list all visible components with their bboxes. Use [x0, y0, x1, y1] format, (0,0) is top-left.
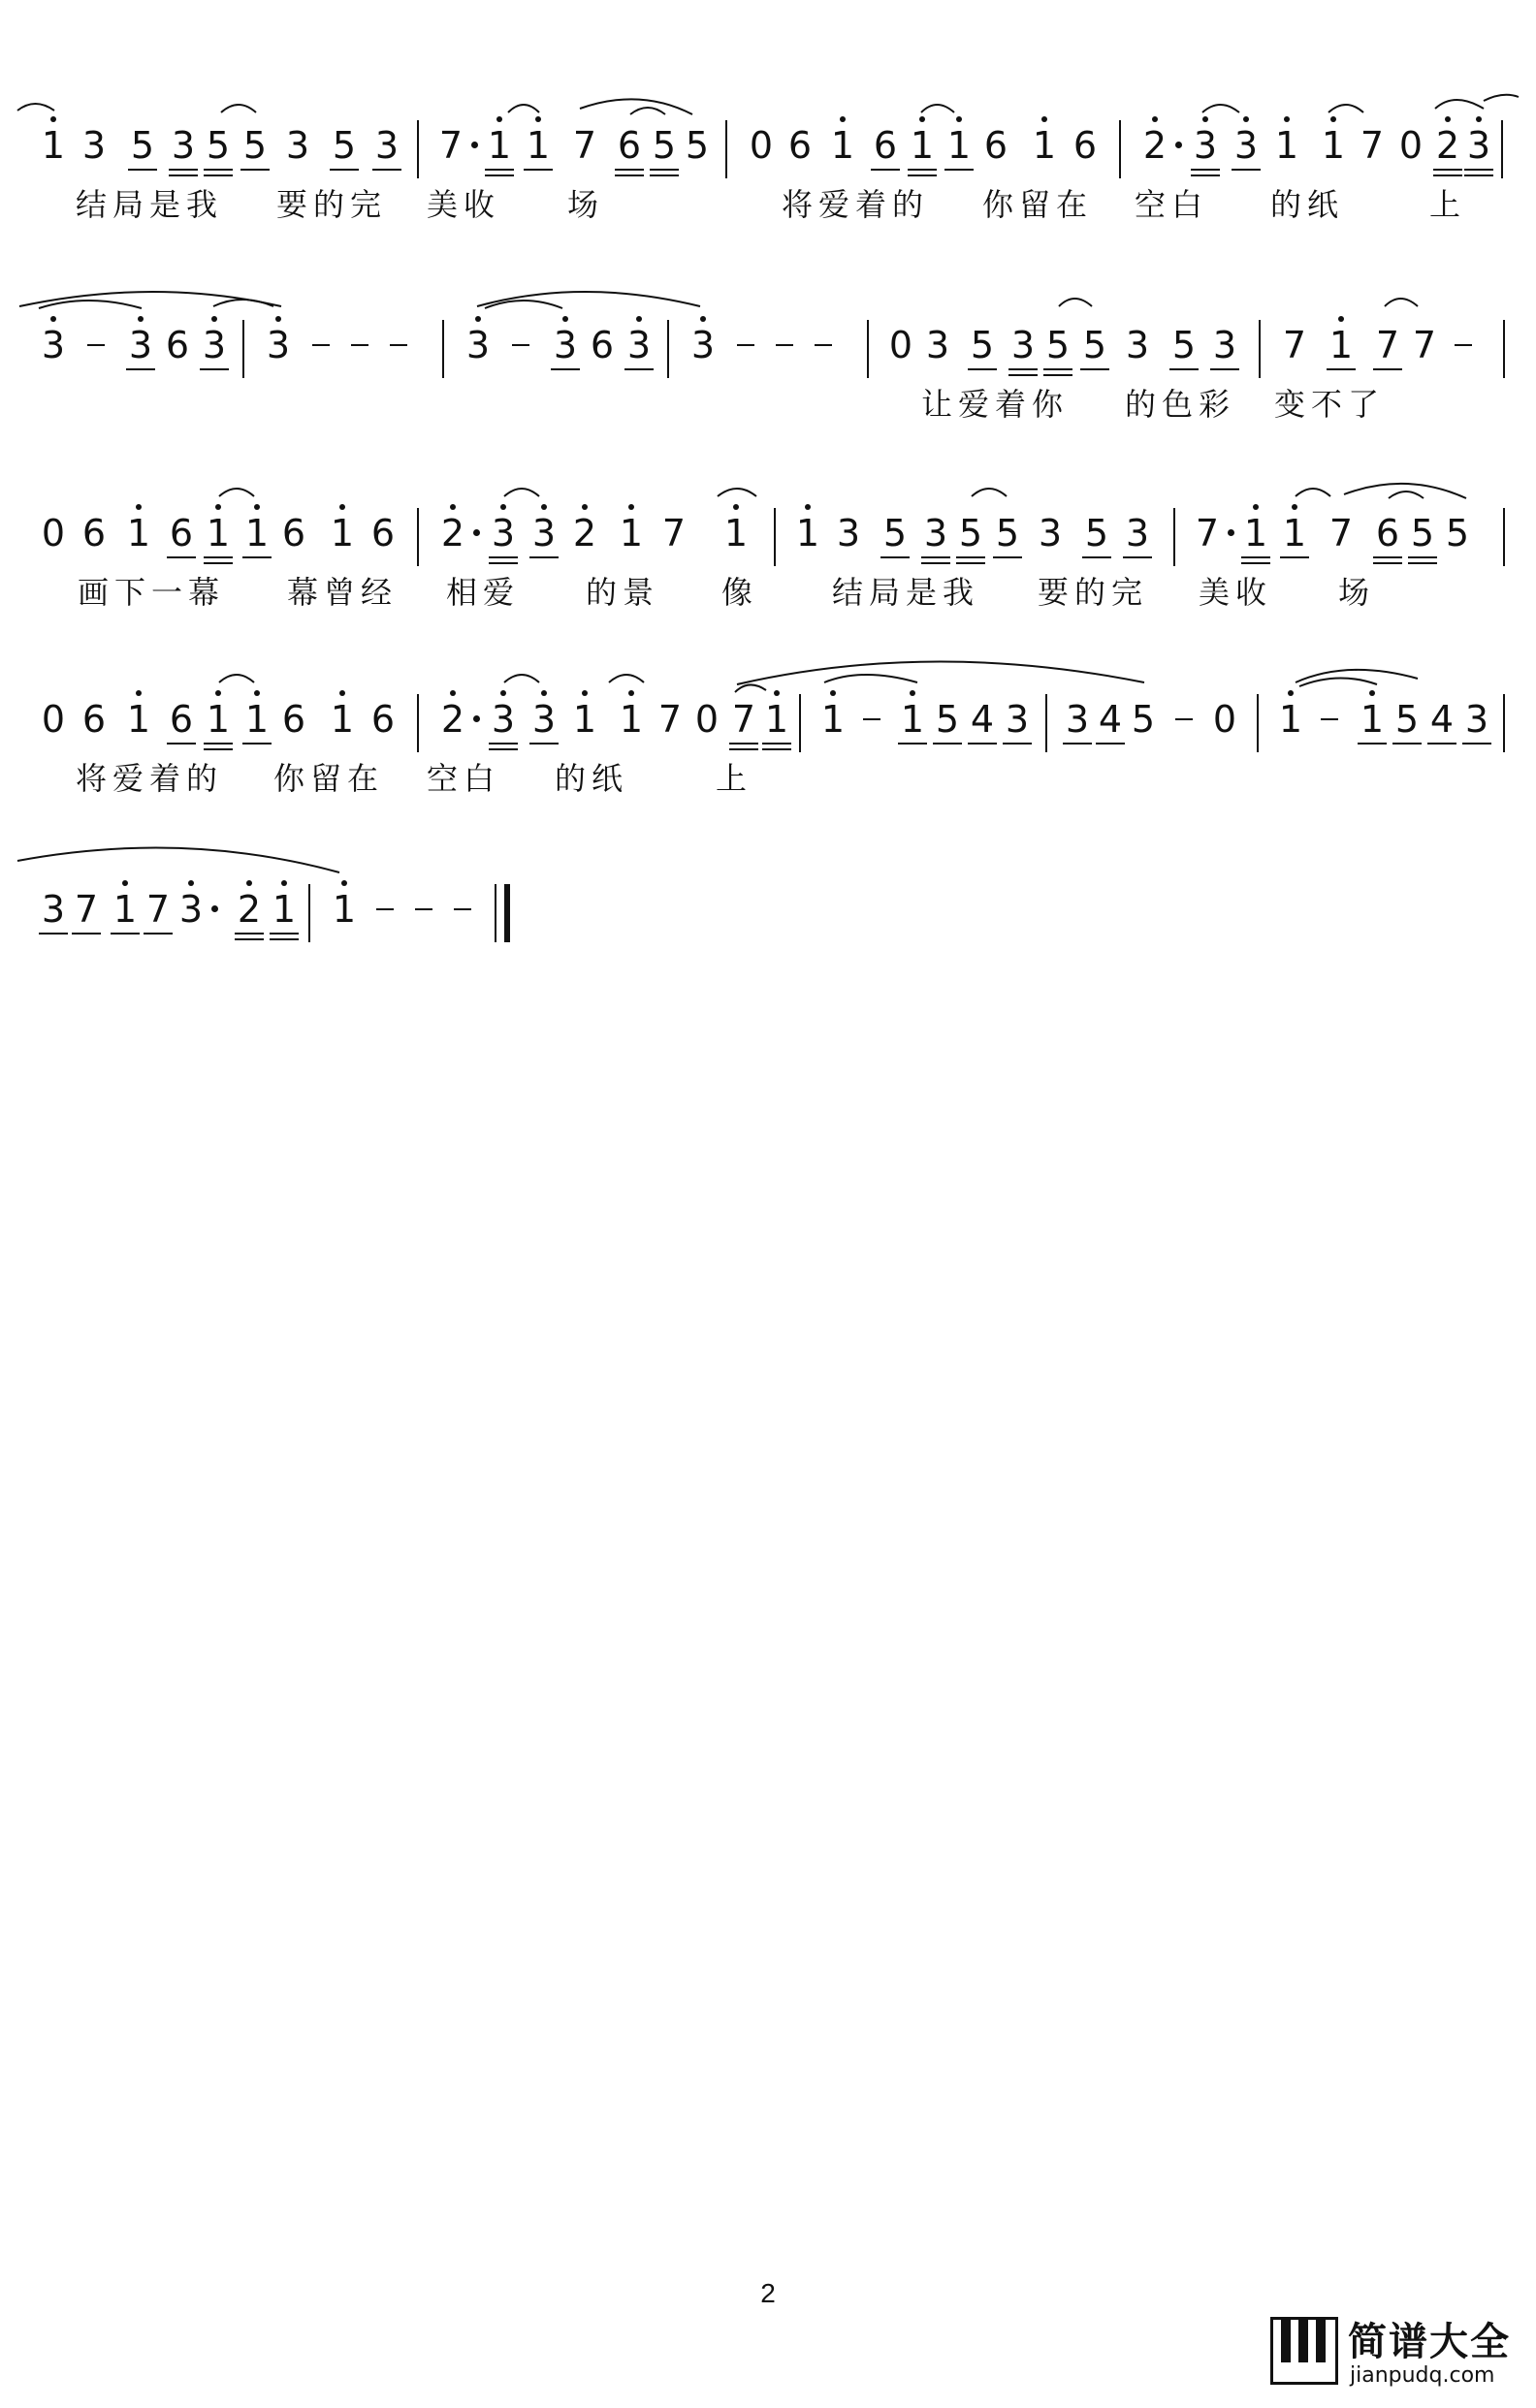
note: 1	[896, 700, 929, 739]
note: 3	[262, 326, 295, 364]
note: 0	[888, 324, 913, 366]
note: 2	[568, 514, 601, 553]
note: 3	[37, 326, 70, 364]
note: 1	[791, 514, 824, 553]
note: 1	[615, 700, 648, 739]
note: 5	[1445, 512, 1470, 554]
dash	[415, 908, 432, 910]
lyric: 将爱着的	[782, 186, 930, 223]
note: 1	[202, 514, 235, 553]
note: 3	[1061, 700, 1094, 739]
note: 0	[749, 124, 774, 167]
note: 5	[879, 514, 912, 553]
note: 6	[613, 126, 646, 165]
note: 3	[528, 514, 560, 553]
note: 1	[760, 700, 793, 739]
note: 3	[549, 326, 582, 364]
note: 7	[572, 124, 597, 167]
dash	[376, 908, 394, 910]
note: 5	[1406, 514, 1439, 553]
note: 3	[687, 326, 720, 364]
note: 5	[991, 514, 1024, 553]
note: 1	[326, 514, 359, 553]
note: 3	[1007, 326, 1040, 364]
note: 3	[198, 326, 231, 364]
note: 3	[925, 324, 950, 366]
note: 0	[694, 698, 720, 741]
note: 1	[1270, 126, 1303, 165]
note: 7	[1328, 512, 1354, 554]
note: 1	[268, 890, 301, 929]
lyric: 你留在	[982, 186, 1094, 223]
dash	[454, 908, 471, 910]
note: 3	[1230, 126, 1263, 165]
note: 5	[954, 514, 987, 553]
note: 2	[1431, 126, 1464, 165]
note: 5	[931, 700, 964, 739]
barline	[308, 884, 310, 942]
logo-url: jianpudq.com	[1350, 2363, 1495, 2388]
note: 4	[966, 700, 999, 739]
note: 1	[816, 700, 849, 739]
note: 3	[175, 890, 208, 929]
note: 6	[1072, 124, 1098, 167]
note: 3	[1208, 326, 1241, 364]
note: 3	[124, 326, 157, 364]
note: 1	[1356, 700, 1389, 739]
note: 0	[41, 512, 66, 554]
note: 6	[81, 698, 107, 741]
lyric: 美收	[1199, 574, 1273, 611]
note: 3	[1001, 700, 1034, 739]
note: 3	[487, 514, 520, 553]
lyric: 让爱着你	[921, 386, 1070, 423]
note: 1	[1274, 700, 1307, 739]
note: 1	[1325, 326, 1358, 364]
note: 3	[370, 126, 403, 165]
note: 7	[70, 890, 103, 929]
lyric: 的纸	[1270, 186, 1345, 223]
note: 3	[623, 326, 656, 364]
dot	[211, 905, 218, 912]
note: 3	[1189, 126, 1222, 165]
note: 3	[37, 890, 70, 929]
note: 2	[1138, 126, 1171, 165]
note: 5	[1041, 326, 1074, 364]
lyric: 上	[1429, 186, 1467, 223]
lyric: 你留在	[273, 760, 385, 797]
note: 1	[568, 700, 601, 739]
barline	[495, 884, 496, 942]
note: 2	[233, 890, 266, 929]
note: 5	[1078, 326, 1111, 364]
note: 6	[281, 698, 306, 741]
note: 1	[826, 126, 859, 165]
final-barline	[504, 884, 510, 942]
note: 6	[81, 512, 107, 554]
lyric: 美收	[427, 186, 501, 223]
lyric: 要的完	[1038, 574, 1149, 611]
note: 7	[661, 512, 687, 554]
note: 3	[528, 700, 560, 739]
note: 4	[1425, 700, 1458, 739]
note: 1	[720, 514, 752, 553]
note: 5	[685, 124, 710, 167]
lyric: 的纸	[555, 760, 629, 797]
note: 1	[522, 126, 555, 165]
note: 1	[1278, 514, 1311, 553]
note: 6	[590, 324, 615, 366]
note: 7	[1360, 124, 1385, 167]
note: 1	[906, 126, 939, 165]
lyric: 画下一幕	[78, 574, 226, 611]
lyric: 将爱着的	[76, 760, 224, 797]
lyric: 场	[567, 186, 605, 223]
note: 5	[126, 126, 159, 165]
note: 5	[328, 126, 361, 165]
note: 1	[328, 890, 361, 929]
note: 5	[1131, 698, 1156, 741]
note: 6	[1371, 514, 1404, 553]
note: 6	[869, 126, 902, 165]
note: 5	[239, 126, 272, 165]
note: 3	[1462, 126, 1495, 165]
lyric: 结局是我	[76, 186, 224, 223]
lyric: 要的完	[276, 186, 388, 223]
note: 0	[41, 698, 66, 741]
note: 6	[281, 512, 306, 554]
note: 1	[1028, 126, 1061, 165]
page-number: 2	[760, 2278, 776, 2308]
note: 6	[165, 514, 198, 553]
note: 2	[436, 700, 469, 739]
logo-title: 简谱大全	[1348, 2320, 1511, 2364]
lyric: 的色彩	[1125, 386, 1236, 423]
note: 7	[142, 890, 175, 929]
lyric: 空白	[427, 760, 501, 797]
lyric: 变不了	[1274, 386, 1386, 423]
lyric: 像	[721, 574, 759, 611]
slurs-lower	[0, 0, 1536, 872]
lyric: 的景	[586, 574, 660, 611]
note: 0	[1398, 124, 1424, 167]
note: 1	[1239, 514, 1272, 553]
note: 7	[1371, 326, 1404, 364]
note: 3	[836, 512, 861, 554]
note: 5	[648, 126, 681, 165]
note: 7	[1195, 512, 1220, 554]
note: 3	[1460, 700, 1493, 739]
note: 3	[1125, 324, 1150, 366]
note: 5	[1080, 514, 1113, 553]
note: 7	[1282, 324, 1307, 366]
piano-keys-icon	[1270, 2317, 1338, 2385]
note: 5	[1168, 326, 1200, 364]
note: 7	[438, 124, 464, 167]
lyric: 场	[1338, 574, 1376, 611]
note: 1	[202, 700, 235, 739]
note: 6	[370, 512, 396, 554]
note: 7	[727, 700, 760, 739]
note: 1	[1317, 126, 1350, 165]
note: 3	[167, 126, 200, 165]
note: 6	[165, 324, 190, 366]
note: 3	[487, 700, 520, 739]
note: 1	[37, 126, 70, 165]
note: 5	[202, 126, 235, 165]
note: 1	[240, 700, 273, 739]
lyric: 结局是我	[832, 574, 980, 611]
note: 1	[943, 126, 976, 165]
lyric: 空白	[1135, 186, 1209, 223]
note: 7	[1412, 324, 1437, 366]
lyric: 上	[716, 760, 753, 797]
note: 1	[483, 126, 516, 165]
note: 6	[165, 700, 198, 739]
note: 1	[326, 700, 359, 739]
notes-row	[0, 890, 1536, 958]
note: 1	[122, 514, 155, 553]
site-logo	[1270, 2311, 1522, 2394]
note: 6	[370, 698, 396, 741]
note: 3	[1121, 514, 1154, 553]
note: 6	[787, 124, 813, 167]
note: 3	[81, 124, 107, 167]
note: 3	[285, 124, 310, 167]
note: 1	[109, 890, 142, 929]
note: 7	[657, 698, 683, 741]
note: 2	[436, 514, 469, 553]
lyric: 相爱	[446, 574, 521, 611]
note: 4	[1094, 700, 1127, 739]
note: 3	[919, 514, 952, 553]
note: 3	[1038, 512, 1063, 554]
note: 1	[615, 514, 648, 553]
note: 1	[122, 700, 155, 739]
note: 5	[1391, 700, 1424, 739]
note: 6	[983, 124, 1008, 167]
lyric: 幕曾经	[287, 574, 399, 611]
note: 3	[462, 326, 495, 364]
note: 5	[966, 326, 999, 364]
note: 0	[1212, 698, 1237, 741]
note: 1	[240, 514, 273, 553]
